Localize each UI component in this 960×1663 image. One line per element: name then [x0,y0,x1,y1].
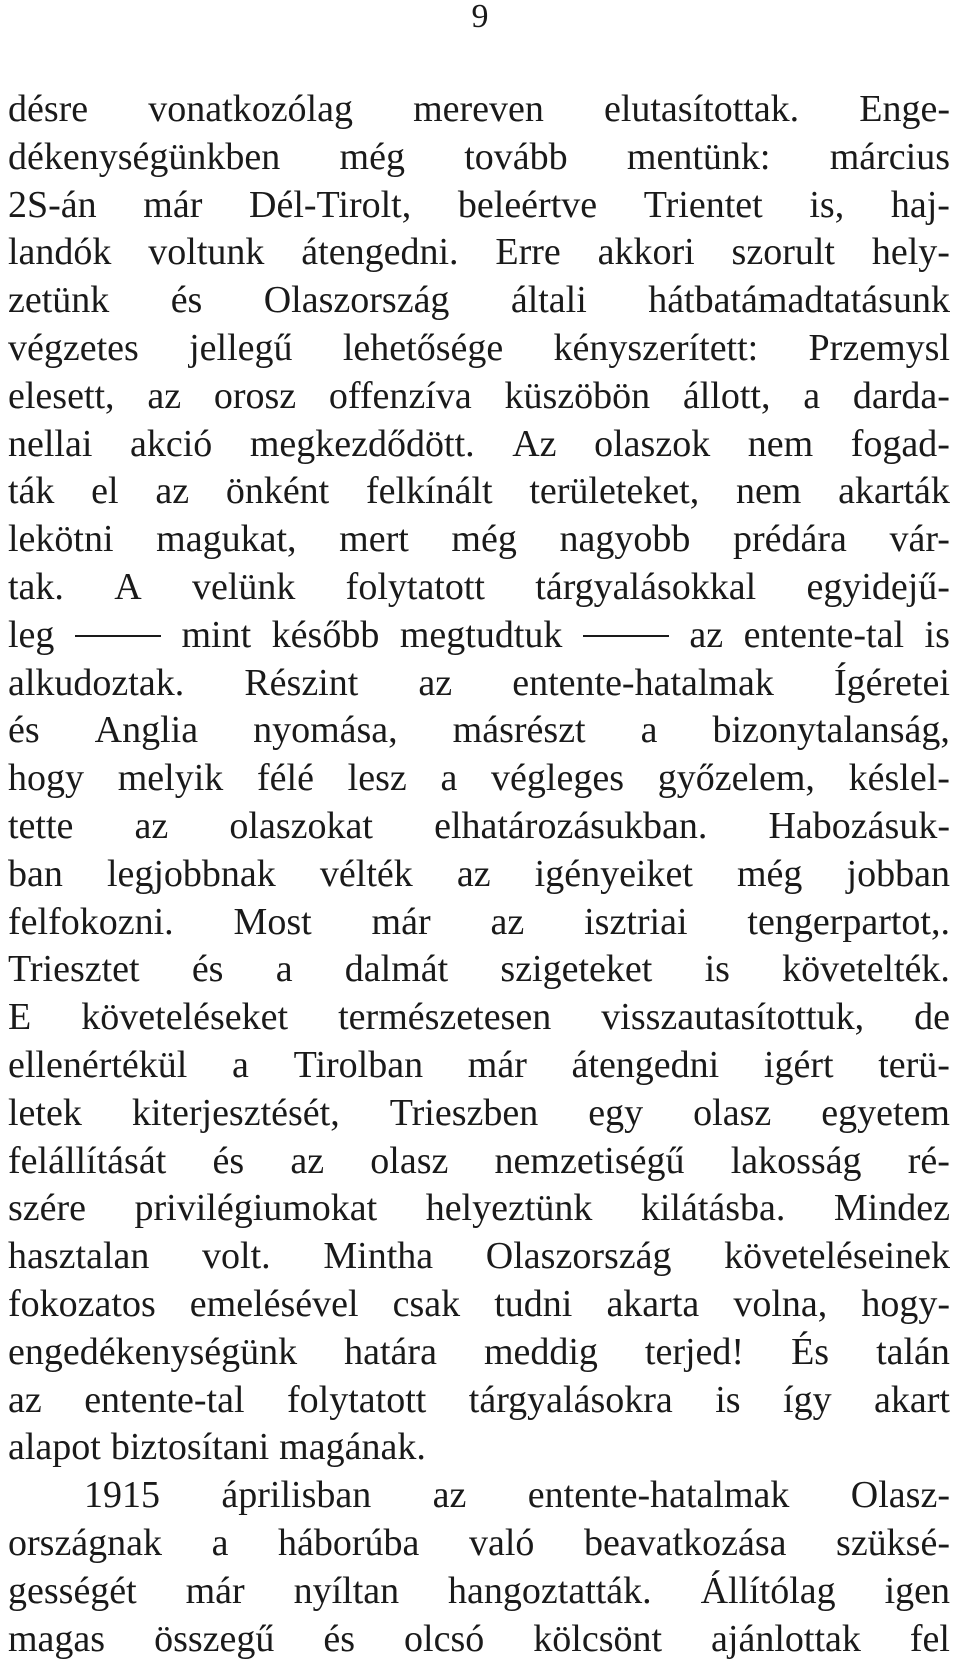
word: ban [8,851,63,899]
word: haj- [891,182,950,230]
word: követelték. [782,946,950,994]
word: E [8,994,31,1042]
word: az [457,851,491,899]
word: privilégiumokat [135,1185,378,1233]
word: alkudoztak. [8,660,184,708]
word: Dél-Tirolt, [249,182,411,230]
word: Olaszország [486,1233,672,1281]
word: már [468,1042,527,1090]
word: A [114,564,141,612]
word: el [91,468,118,516]
text-line [8,1520,950,1568]
word: március [830,134,950,182]
word: zetünk [8,277,109,325]
word: országnak [8,1520,162,1568]
word: elesett, [8,373,115,421]
word: önként [226,468,329,516]
word: tette [8,803,73,851]
word: még [737,851,802,899]
word: elutasítottak. [604,86,799,134]
word: az [135,803,169,851]
word: Részint [244,660,358,708]
word: entente-hatalmak [512,660,774,708]
word: tudni [494,1281,572,1329]
word: talán [876,1329,950,1377]
word: ajánlottak [711,1616,861,1663]
text-line [8,325,950,373]
word: Enge- [859,86,950,134]
word: magának. [279,1424,426,1472]
word: magukat, [156,516,296,564]
word: melyik [118,755,224,803]
word: ták [8,468,54,516]
word: fel [910,1616,950,1663]
word: beavatkozása [584,1520,787,1568]
word: a [232,1042,249,1090]
word: Tirolban [294,1042,424,1090]
text-line [8,946,950,994]
word: késlel- [849,755,950,803]
word: felfokozni. [8,899,174,947]
word: ellenértékül [8,1042,187,1090]
word: vélték [320,851,413,899]
word: mint [181,612,251,660]
text-line [8,1616,950,1663]
word: entente-tal [744,612,904,660]
word: velünk [192,564,295,612]
text-line [8,182,950,230]
word: félé [257,755,314,803]
word: tengerpartot,. [747,899,950,947]
text-line [8,1138,950,1186]
word: magas [8,1616,105,1663]
word: a [641,707,658,755]
word: így [783,1377,832,1425]
word: nellai [8,421,92,469]
text-line [8,899,950,947]
text-line [8,1472,950,1520]
word: való [469,1520,534,1568]
word: átengedni [572,1042,720,1090]
word: emelésével [190,1281,359,1329]
word: hogy- [861,1281,950,1329]
word: mert [339,516,409,564]
word: kiterjesztését, [132,1090,340,1138]
word: áprilisban [221,1472,371,1520]
word: háborúba [278,1520,419,1568]
text-line [8,516,950,564]
word: kilátásba. [641,1185,786,1233]
word: végleges [491,755,624,803]
word: hangoztatták. [448,1568,652,1616]
word: lesz [348,755,407,803]
word: akarták [838,468,950,516]
word: tárgyalásokra [469,1377,673,1425]
word: fogad- [851,421,950,469]
word: vonatkozólag [148,86,353,134]
word: entente-hatalmak [528,1472,790,1520]
text-line [8,373,950,421]
word: nem [748,421,813,469]
word: Trientet [644,182,763,230]
word: Trieszben [390,1090,538,1138]
word: tárgyalásokkal [535,564,756,612]
word: is [715,1377,740,1425]
word: beleértve [458,182,597,230]
body-text [8,86,950,1663]
word: akkori [598,229,695,277]
word: még [340,134,405,182]
word: hátbatámadtatásunk [648,277,950,325]
word: másrészt [453,707,586,755]
word: és [323,1616,355,1663]
word: olcsó [404,1616,484,1663]
word: egyidejű- [806,564,950,612]
word: az [155,468,189,516]
word: 1915 [84,1472,160,1520]
word: désre [8,86,88,134]
word: szére [8,1185,86,1233]
word: az [147,373,181,421]
word: Mintha [323,1233,433,1281]
word: a [212,1520,229,1568]
word: követeléseinek [724,1233,950,1281]
word: is [705,946,730,994]
word: Az [512,421,556,469]
text-line [8,1233,950,1281]
word: Olaszország [264,277,450,325]
text-line [8,421,950,469]
word: terü- [878,1042,950,1090]
word: alapot [8,1424,101,1472]
word: letek [8,1090,82,1138]
text-line [8,134,950,182]
word: leg [8,612,54,660]
word: Triesztet [8,946,140,994]
word: és [192,946,224,994]
word: lekötni [8,516,114,564]
word: meddig [484,1329,598,1377]
word: legjobbnak [107,851,276,899]
word: és [171,277,203,325]
word: Most [234,899,312,947]
word: Ígéretei [834,660,950,708]
text-line [8,1377,950,1425]
word: de [914,994,950,1042]
word: terjed! [645,1329,744,1377]
word: végzetes [8,325,139,373]
word: prédára [733,516,847,564]
em-dash [583,635,669,637]
word: olasz [370,1138,448,1186]
word: bizonytalanság, [713,707,950,755]
word: később [272,612,380,660]
word: darda- [853,373,950,421]
word: egyetem [821,1090,950,1138]
word: megkezdődött. [250,421,475,469]
word: kényszerített: [554,325,759,373]
text-line [8,1424,950,1472]
word: offenzíva [329,373,472,421]
text-line [8,1329,950,1377]
word: állott, [683,373,771,421]
word: visszautasítottuk, [601,994,864,1042]
text-line [8,86,950,134]
word: az [418,660,452,708]
word: gességét [8,1568,137,1616]
word: szorult [732,229,835,277]
word: kölcsönt [533,1616,662,1663]
word: a [276,946,293,994]
word: már [143,182,202,230]
word: átengedni. [301,229,458,277]
word: olasz [693,1090,771,1138]
word: volna, [733,1281,827,1329]
word: a [440,755,457,803]
word: akció [130,421,212,469]
word: jobban [847,851,950,899]
word: Anglia [95,707,198,755]
word: felkínált [366,468,493,516]
word: entente-tal [84,1377,244,1425]
text-line [8,707,950,755]
word: egy [588,1090,643,1138]
word: engedékenységünk [8,1329,297,1377]
word: 2S-án [8,182,97,230]
word: tovább [464,134,567,182]
word: csak [393,1281,461,1329]
word: vár- [890,516,950,564]
word: is [925,612,950,660]
text-line [8,564,950,612]
word: területeket, [529,468,699,516]
word: már [186,1568,245,1616]
word: igényeiket [535,851,693,899]
word: természetesen [338,994,551,1042]
word: biztosítani [111,1424,269,1472]
word: nyíltan [294,1568,400,1616]
word: lehetősége [343,325,503,373]
word: Przemysl [809,325,950,373]
word: landók [8,229,111,277]
word: határa [344,1329,437,1377]
word: nagyobb [559,516,690,564]
word: elhatározásukban. [434,803,707,851]
word: folytatott [287,1377,426,1425]
word: hely- [872,229,950,277]
word: helyeztünk [426,1185,593,1233]
word: követeléseket [81,994,288,1042]
word: nyomása, [253,707,398,755]
word: olaszokat [229,803,373,851]
word: megtudtuk [400,612,563,660]
word: és [8,707,40,755]
text-line [8,1042,950,1090]
word: hogy [8,755,84,803]
word: általi [511,277,587,325]
text-line [8,660,950,708]
word: mentünk: [627,134,771,182]
text-line [8,612,950,660]
word: az [290,1138,324,1186]
word: isztriai [584,899,687,947]
word: dalmát [345,946,448,994]
word: tak. [8,564,64,612]
word: folytatott [346,564,485,612]
word: küszöbön [504,373,650,421]
text-line [8,994,950,1042]
word: És [791,1329,829,1377]
word: akart [874,1377,950,1425]
word: Olasz- [851,1472,950,1520]
word: a [803,373,820,421]
word: az [433,1472,467,1520]
text-line [8,277,950,325]
word: Mindez [834,1185,950,1233]
text-line [8,755,950,803]
word: Állítólag [701,1568,836,1616]
word: az [491,899,525,947]
word: dékenységünkben [8,134,280,182]
word: hasztalan [8,1233,149,1281]
text-line [8,1090,950,1138]
word: felállítását [8,1138,166,1186]
word: győzelem, [658,755,815,803]
word: igen [885,1568,950,1616]
text-line [8,1568,950,1616]
word: már [372,899,431,947]
word: Erre [495,229,560,277]
word: szüksé- [836,1520,950,1568]
word: akarta [606,1281,699,1329]
word: az [689,612,723,660]
text-line [8,468,950,516]
word: nemzetiségű [495,1138,685,1186]
word: voltunk [148,229,264,277]
word: nem [736,468,801,516]
text-line [8,803,950,851]
word: is, [809,182,844,230]
em-dash [75,635,161,637]
word: szigeteket [500,946,652,994]
page-number: 9 [0,0,960,34]
word: ré- [908,1138,950,1186]
word: lakosság [731,1138,862,1186]
word: az [8,1377,42,1425]
word: még [451,516,516,564]
text-line [8,851,950,899]
word: összegű [154,1616,274,1663]
text-line [8,1281,950,1329]
word: mereven [413,86,544,134]
word: orosz [214,373,296,421]
text-line [8,229,950,277]
word: Habozásuk- [768,803,949,851]
word: olaszok [594,421,710,469]
word: fokozatos [8,1281,156,1329]
text-line [8,1185,950,1233]
word: és [212,1138,244,1186]
word: igért [764,1042,834,1090]
word: jellegű [189,325,292,373]
word: volt. [202,1233,271,1281]
